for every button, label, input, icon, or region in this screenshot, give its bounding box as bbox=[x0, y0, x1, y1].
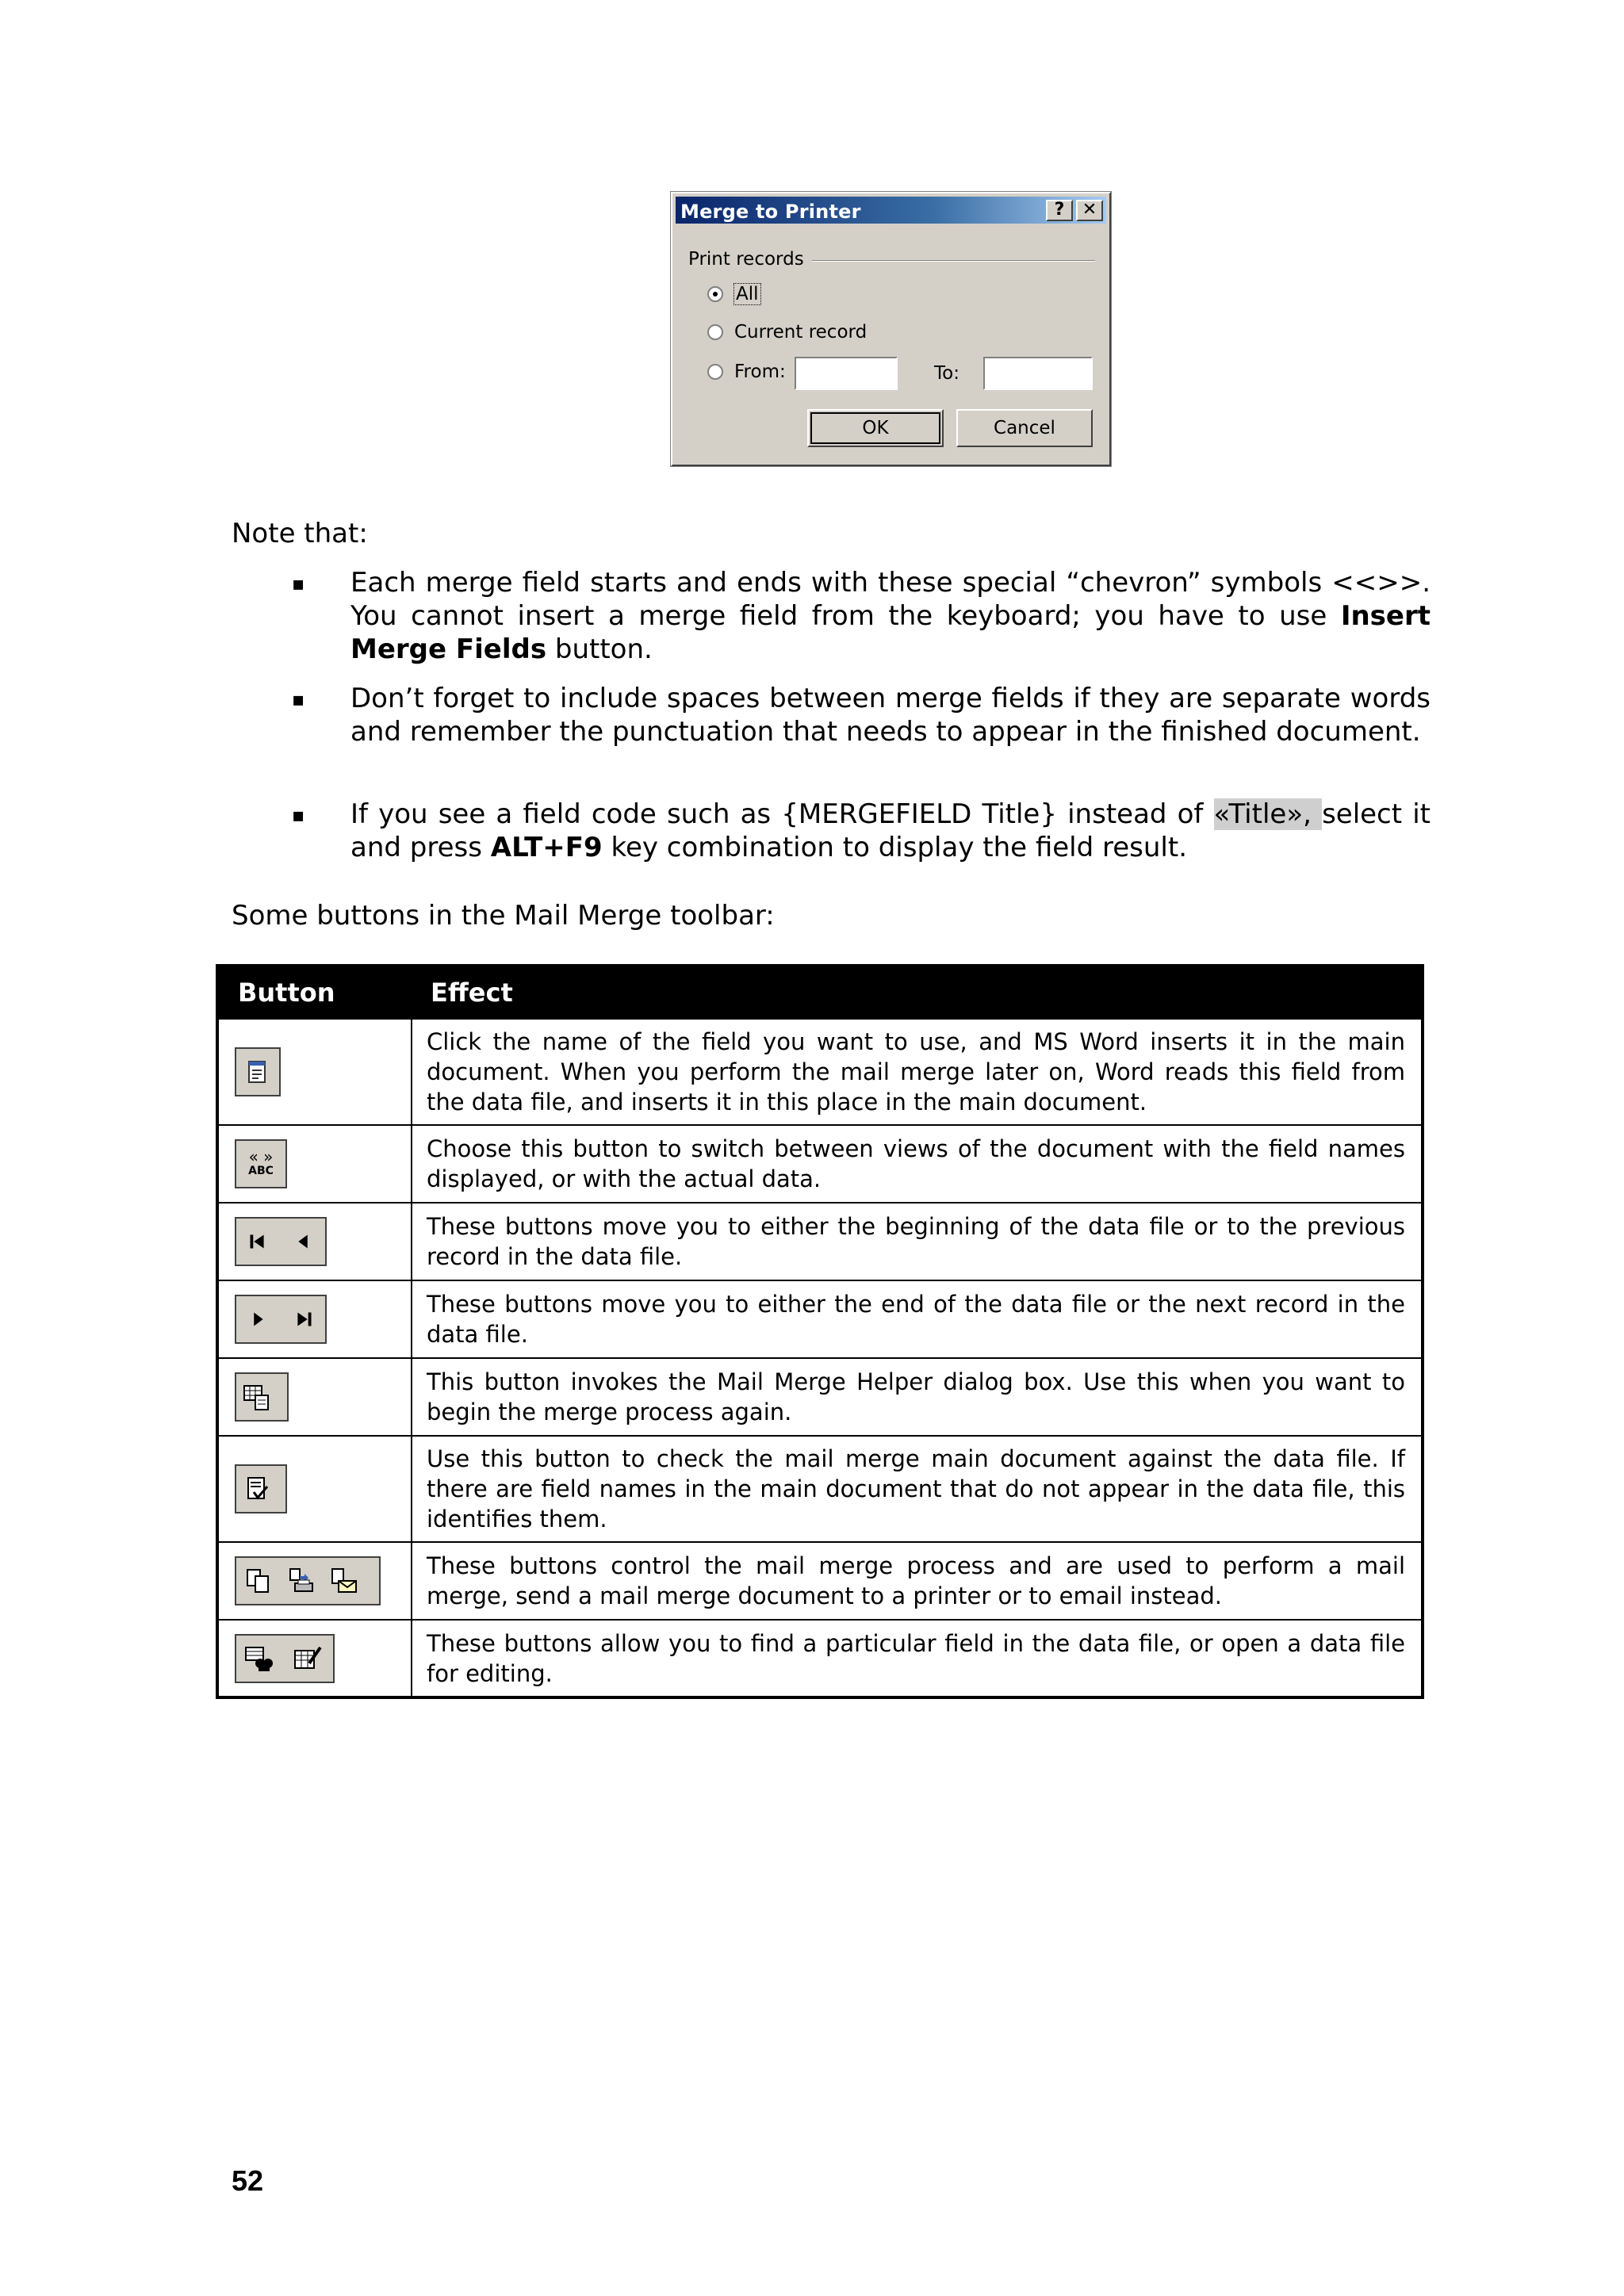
toolbar-intro: Some buttons in the Mail Merge toolbar: bbox=[232, 900, 775, 932]
table-row bbox=[217, 1280, 1423, 1358]
toolbar-button-group bbox=[235, 1047, 281, 1096]
title-field-highlight: «Title», bbox=[1213, 798, 1323, 830]
effect-cell: Use this button to check the mail merge main document against the data file. If there are field names in the main document that do not appear in the data file, this identifies them. bbox=[412, 1436, 1423, 1542]
effect-cell: These buttons allow you to find a particular field in the data file, or open a data file for editing. bbox=[412, 1620, 1423, 1697]
effect-cell: Choose this button to switch between views of the document with the field names displayed, or with the actual data. bbox=[412, 1125, 1423, 1203]
radio-all-indicator[interactable] bbox=[707, 286, 723, 302]
toolbar-button-group bbox=[235, 1372, 289, 1422]
merge-to-new-document-icon bbox=[243, 1565, 274, 1597]
help-icon: ? bbox=[1054, 200, 1065, 220]
radio-from[interactable] bbox=[707, 362, 786, 382]
radio-from-label: From: bbox=[734, 362, 786, 382]
merge-to-printer-dialog bbox=[671, 192, 1111, 466]
table-row bbox=[217, 1203, 1423, 1280]
bullet-2-text: Don’t forget to include spaces between merge fields if they are separate words and remember the punctuation that needs to appear in the finished document. bbox=[350, 683, 1431, 748]
effect-cell: These buttons move you to either the end of the data file or the next record in the data file. bbox=[412, 1280, 1423, 1358]
table-row bbox=[217, 1019, 1423, 1125]
bullet-3-bold: ALT+F9 bbox=[490, 832, 603, 863]
bullet-3-text-end: key combination to display the field result. bbox=[602, 832, 1188, 863]
toolbar-button-group bbox=[235, 1556, 381, 1605]
table-row bbox=[217, 1542, 1423, 1620]
bullet-field-code bbox=[350, 798, 1431, 864]
table-row bbox=[217, 1436, 1423, 1542]
toolbar-button-group bbox=[235, 1139, 287, 1188]
bullet-3-text-mid: select it and press bbox=[350, 798, 1431, 863]
mail-merge-helper-icon bbox=[241, 1381, 273, 1413]
merge-to-printer-icon bbox=[285, 1565, 317, 1597]
toolbar-button-group bbox=[235, 1295, 327, 1344]
table-row bbox=[217, 1620, 1423, 1697]
chevrons-glyph: « » bbox=[248, 1147, 274, 1166]
help-button[interactable] bbox=[1046, 200, 1073, 221]
bullet-1-text-end: button. bbox=[546, 633, 653, 665]
cancel-button[interactable]: Cancel bbox=[956, 409, 1093, 447]
radio-all-label: All bbox=[736, 284, 759, 304]
merge-to-email-icon bbox=[328, 1565, 360, 1597]
bullet-marker: ▪ bbox=[292, 572, 305, 595]
radio-current-record-indicator[interactable] bbox=[707, 324, 723, 340]
bullet-spaces bbox=[350, 682, 1431, 748]
last-record-icon bbox=[289, 1303, 319, 1335]
table-row bbox=[217, 1358, 1423, 1436]
view-merged-data-icon bbox=[241, 1147, 281, 1178]
radio-current-record[interactable] bbox=[707, 322, 867, 342]
close-button[interactable] bbox=[1076, 200, 1103, 221]
from-input[interactable] bbox=[795, 357, 898, 390]
radio-from-indicator[interactable] bbox=[707, 364, 723, 380]
bullet-1-text: Each merge field starts and ends with these special “chevron” symbols <<>>. You cannot insert a merge field from the keyboard; you have to use bbox=[350, 567, 1431, 632]
bullet-chevron-symbols bbox=[350, 566, 1431, 666]
group-divider bbox=[812, 260, 1095, 262]
bullet-1-bold: Insert Merge Fields bbox=[350, 600, 1431, 665]
first-record-icon bbox=[243, 1226, 273, 1257]
effect-cell: Click the name of the field you want to use, and MS Word inserts it in the main document. When you perform the mail merge later on, Word reads this field from the data file, and inserts it in this place in the main document. bbox=[412, 1019, 1423, 1125]
ok-button[interactable]: OK bbox=[807, 409, 944, 447]
radio-all[interactable] bbox=[707, 284, 760, 304]
insert-word-field-icon bbox=[241, 1056, 273, 1088]
close-icon: ✕ bbox=[1082, 200, 1097, 220]
note-intro: Note that: bbox=[232, 518, 368, 549]
radio-current-record-label: Current record bbox=[734, 322, 868, 342]
edit-data-source-icon bbox=[292, 1643, 324, 1674]
find-record-icon bbox=[243, 1643, 274, 1674]
dialog-titlebar bbox=[676, 197, 1106, 224]
bullet-marker: ▪ bbox=[292, 688, 305, 710]
bullet-3-text: If you see a field code such as {MERGEFIELD Title} instead of bbox=[350, 798, 1214, 830]
check-for-errors-icon bbox=[241, 1473, 273, 1505]
table-header-row bbox=[217, 966, 1423, 1019]
toolbar-button-group bbox=[235, 1217, 327, 1266]
abc-glyph: ABC bbox=[248, 1165, 274, 1177]
toolbar-button-group bbox=[235, 1634, 335, 1683]
dialog-title: Merge to Printer bbox=[680, 201, 861, 223]
mail-merge-buttons-table bbox=[216, 964, 1424, 1699]
effect-cell: These buttons move you to either the beginning of the data file or to the previous record in the data file. bbox=[412, 1203, 1423, 1280]
effect-cell: These buttons control the mail merge process and are used to perform a mail merge, send a mail merge document to a printer or to email instead. bbox=[412, 1542, 1423, 1620]
next-record-icon bbox=[243, 1303, 273, 1335]
effect-cell: This button invokes the Mail Merge Helper dialog box. Use this when you want to begin the merge process again. bbox=[412, 1358, 1423, 1436]
column-header-button: Button bbox=[217, 966, 412, 1019]
to-input[interactable] bbox=[983, 357, 1093, 390]
to-label: To: bbox=[934, 363, 959, 384]
column-header-effect: Effect bbox=[412, 966, 1423, 1019]
bullet-marker: ▪ bbox=[292, 804, 305, 826]
print-records-group-label: Print records bbox=[688, 249, 804, 270]
toolbar-button-group bbox=[235, 1464, 287, 1513]
table-row bbox=[217, 1125, 1423, 1203]
previous-record-icon bbox=[289, 1226, 319, 1257]
page-number: 52 bbox=[232, 2164, 264, 2197]
